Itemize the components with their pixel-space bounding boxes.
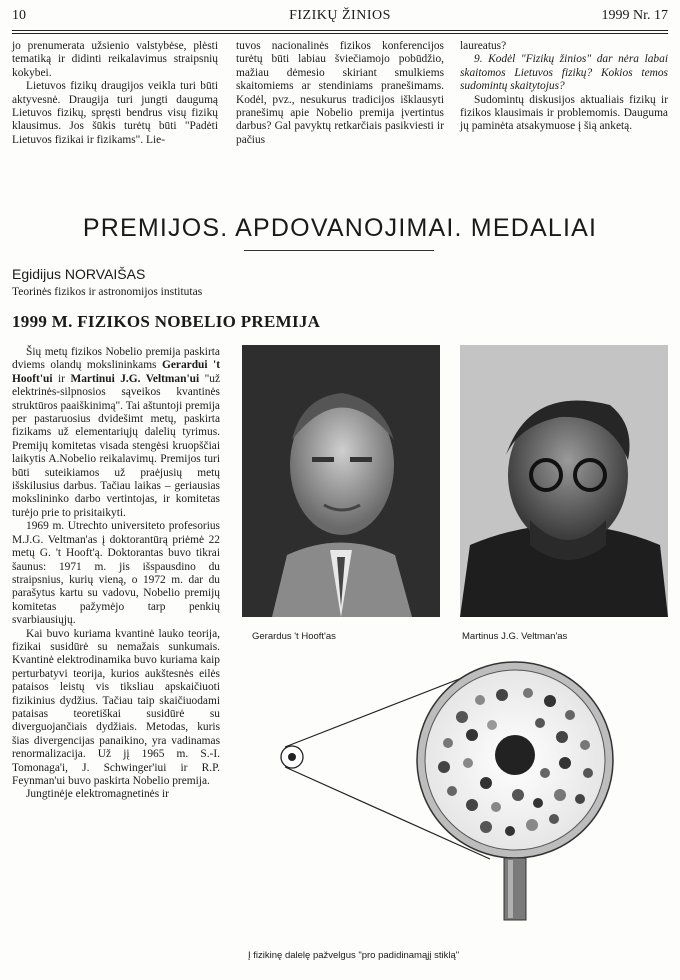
- section-title: PREMIJOS. APDOVANOJIMAI. MEDALIAI: [82, 214, 598, 242]
- issue-number: 1999 Nr. 17: [601, 8, 668, 23]
- diagram-caption: Į fizikinę dalelę pažvelgus "pro padidinamąjį stiklą": [248, 950, 460, 961]
- header-rule: [12, 30, 668, 31]
- top-column-3: [460, 40, 668, 134]
- header-rule-thin: [12, 33, 668, 34]
- paragraph: jo prenumerata užsienio valstybėse, plėsti tematiką ir didinti reikalavimus straipsnių kokybei.: [12, 40, 218, 79]
- article-title: 1999 M. FIZIKOS NOBELIO PREMIJA: [12, 312, 321, 331]
- paragraph: Lietuvos fizikų draugijos veikla turi būti aktyvesnė. Draugija turi jungti daugumą Lietuvos fizikų, spręsti bendrus visų fizikų klausimus. Jos šūkis turėtų būti "Padėti Lietuvos fizikai ir fizikams". Lie-: [12, 80, 218, 146]
- paragraph: Sudomintų diskusijos aktualiais fizikų ir fizikos klausimais ir problemomis. Dauguma jų paminėta atsakymuose į šią anketą.: [460, 93, 668, 133]
- paragraph: 1969 m. Utrechto universiteto profesorius M.J.G. Veltman'as į doktorantūrą priėmė 22 metų G. 't Hooft'ą. Doktorantas buvo tikrai šaunus: 1971 m. jis išspausdino du straipsnius, kurių vieną, o 1972 m. dar du parašytus kartu su vadovu, Nobelio premijų komitetas pažymėjo tarp penkių svarbiausiųjų.: [12, 520, 220, 627]
- laureate-name: Martinui J.G. Veltman'ui: [70, 372, 200, 385]
- portrait-photo-veltman: [460, 345, 668, 617]
- portrait-image: [460, 345, 668, 617]
- paragraph: tuvos nacionalinės fizikos konferencijos turėtų būti labiau šviečiamojo pobūdžio, mažiau dėmesio skiriant smulkiems skaitomiems ar stendiniams pranešimams. Kodėl, pvz., nesukurus tradicijos išklausyti pranešimų apie Nobelio premija įvertintus darbus? Gal pavyktų retkarčiais pasikviesti ir pačius: [236, 40, 444, 146]
- portrait-photo-thooft: [242, 345, 440, 617]
- section-rule: [244, 250, 434, 251]
- paragraph: laureatus?: [460, 40, 507, 52]
- author-institution: Teorinės fizikos ir astronomijos institutas: [12, 286, 203, 298]
- photo-caption: Martinus J.G. Veltman'as: [462, 631, 568, 642]
- questionnaire-question: 9. Kodėl "Fizikų žinios" dar nėra labai skaitomos Lietuvos fizikų? Kokios temos sudomintų skaitytojus?: [460, 53, 668, 93]
- top-column-1: [12, 40, 218, 147]
- page-number: 10: [12, 8, 26, 23]
- photo-caption: Gerardus 't Hooft'as: [252, 631, 336, 642]
- running-header: [12, 6, 668, 28]
- top-column-2: [236, 40, 444, 147]
- laureate-name: Gerardui 't Hooft'ui: [12, 359, 220, 385]
- author-name: Egidijus NORVAIŠAS: [12, 266, 146, 282]
- paragraph: Jungtinėje elektromagnetinės ir: [26, 788, 169, 801]
- journal-title: FIZIKŲ ŽINIOS: [289, 8, 391, 23]
- paragraph: Šių metų fizikos Nobelio premija paskirta dviems olandų mokslininkams Gerardui 't Hooft'ui ir Martinui J.G. Veltman'ui "už elektrinės-silpnosios sąveikos kvantinės struktūros paaiškinimą". Tai aštuntoji premija per pastaruosius dvidešimt metų, paskirta fizikams už elementariųjų dalelių tyrimus. Premijų komitetas visada stengėsi kruopščiai laikytis A.Nobelio reikalavimų. Premijos turi būti suteikiamos už praėjusių metų išskilusius darbus. Tačiau laikas – geriausias mokslininko darbo vertintojas, ir komitetas turėjo prie to prisitaikyti.: [12, 346, 221, 519]
- magnifying-glass-diagram: [240, 655, 670, 945]
- paragraph: Kai buvo kuriama kvantinė lauko teorija, fizikai susidūrė su nemažais sunkumais. Kvantinė elektrodinamika buvo kuriama kaip perturbatyvi teorija, kurios aukštesnės eilės pataisos leistų vis tiksliau apskaičiuoti fizikinius dydžius. Tačiau taip skaičiuodami pataisas teoretiškai susidūrė su diverguojančiais dydžiais. Metodas, kuris šias divergencijas panaikino, yra vadinamas renormalizacija. Už jį 1965 m. S.-I. Tomonaga'i, J. Schwinger'iui ir R.P. Feynman'ui buvo paskirta Nobelio premija.: [12, 627, 220, 787]
- article-body: [12, 346, 220, 802]
- portrait-image: [242, 345, 440, 617]
